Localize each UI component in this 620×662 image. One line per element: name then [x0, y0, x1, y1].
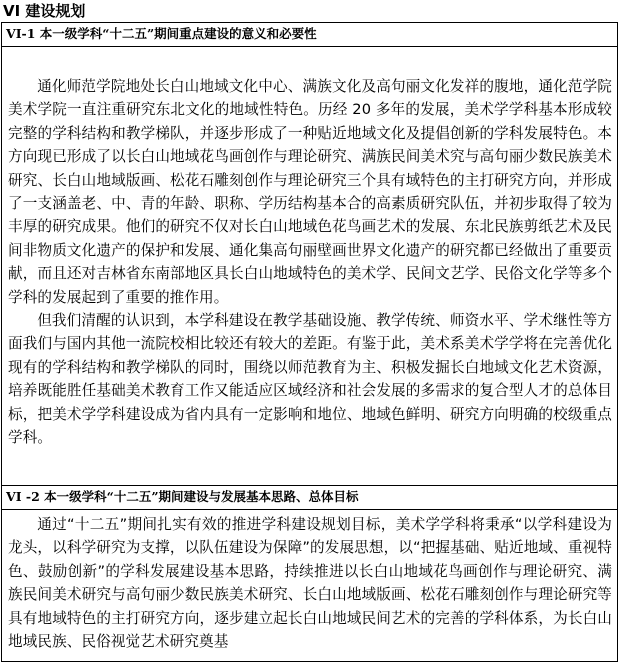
paragraph-3: 通过“十二五”期间扎实有效的推进学科建设规划目标，美术学学科将秉承“以学科建设为龙头，以科学研究为支撑，以队伍建设为保障”的发展思想，以“把握基础、贴近地域、重视特色、鼓励创新”的学科发展建设基本思路，持续推进以长白山地域花鸟画创作与理论研究、满族民间美术研究与高句丽少数民族美术研究、长白山地域版画、松花石雕刻创作与理论研究等具有地域特色的主打研究方向，逐步建立起长白山地域民间艺术的完善的学科体系，为长白山地域民族、民俗视觉艺术研究奠基 [8, 516, 612, 651]
subsection-heading-2: VI -2 本一级学科“十二五”期间建设与发展基本思路、总体目标 [1, 485, 618, 510]
subsection-body-1 [8, 75, 612, 450]
section-title: VI 建设规划 [3, 2, 86, 20]
paragraph-1: 通化师范学院地处长白山地域文化中心、满族文化及高句丽文化发祥的腹地，通化范学院美术学院一直注重研究东北文化的地域性特色。历经 20 多年的发展，美术学学科基本形成较完整的学科结构和教学梯队，并逐步形成了一种贴近地域文化及提倡创新的学科发展特色。本方向现已形成了以长白山地域花鸟画创作与理论研究、满族民间美术究与高句丽少数民族美术研究、长白山地域版画、松花石雕刻创作与理论研究三个具有域特色的主打研究方向，并形成了一支涵盖老、中、青的年龄、职称、学历结构基本合的高素质研究队伍，并初步取得了较为丰厚的研究成果。他们的研究不仅对长白山地域色花鸟画艺术的发展、东北民族剪纸艺术及民间非物质文化遗产的保护和发展、通化集高句丽壁画世界文化遗产的研究都已经做出了重要贡献，而且还对吉林省东南部地区具长白山地域特色的美术学、民间文艺学、民俗文化学等多个学科的发展起到了重要的推作用。 [8, 78, 612, 306]
subsection-heading-1: VI-1 本一级学科“十二五”期间重点建设的意义和必要性 [1, 23, 618, 47]
subsection-body-2 [8, 513, 612, 653]
paragraph-2: 但我们清醒的认识到，本学科建设在教学基础设施、教学传统、师资水平、学术继性等方面我们与国内其他一流院校相比较还有较大的差距。有鉴于此，美术系美术学学将在完善优化现有的学科结构和教学梯队的同时，围绕以师范教育为主、积极发掘长白地域文化艺术资源，培养既能胜任基础美术教育工作又能适应区域经济和社会发展的多需求的复合型人才的总体目标，把美术学学科建设成为省内具有一定影响和地位、地域色鲜明、研究方向明确的校级重点学科。 [8, 312, 612, 447]
